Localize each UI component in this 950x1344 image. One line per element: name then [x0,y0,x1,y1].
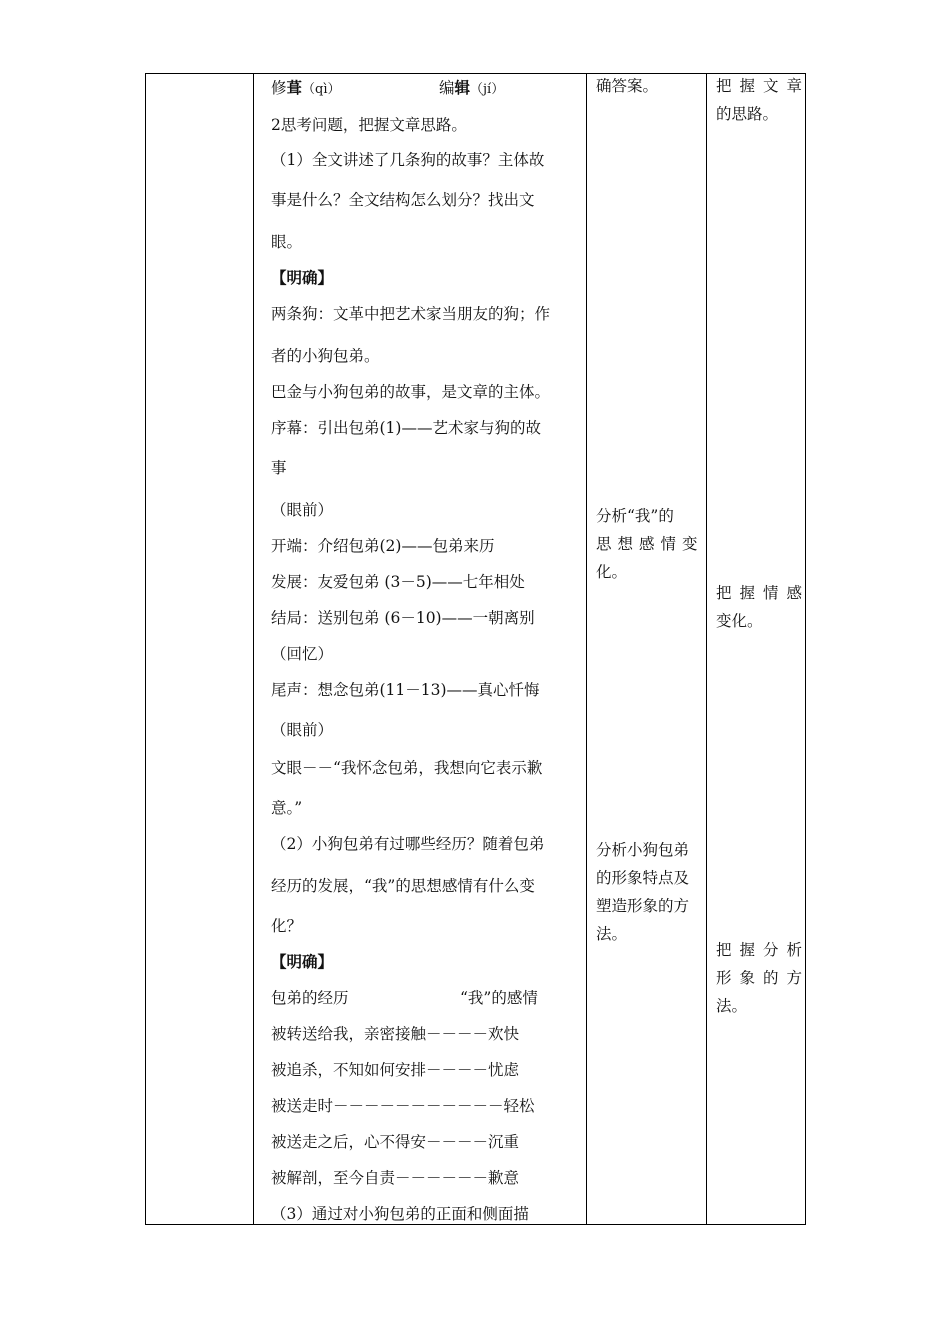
vocab-line-b [439,78,504,100]
activity-text: 思想感情变 [596,535,704,553]
intent-text: 法。 [716,997,748,1015]
vocab-b-prefix: 编 [439,79,455,97]
intent-text: 的思路。 [716,105,779,123]
intent-text: 把握分析 [716,941,811,959]
experience-header-left: 包弟的经历 [271,989,349,1007]
question-1-line: 眼。 [271,233,303,251]
structure-line: 结局：送别包弟 (6－10)——一朝离别 [271,609,535,627]
structure-note: （眼前） [271,721,334,739]
vocab-b-pinyin: （jí） [470,82,505,97]
activity-text: 的形象特点及 [596,869,690,887]
mingque-heading: 【明确】 [271,268,334,287]
activity-text: 分析“我”的 [596,507,674,525]
structure-line: 开端：介绍包弟(2)——包弟来历 [271,537,495,555]
question-2-line: 化？ [271,917,303,935]
intent-text: 把握文章 [716,77,811,95]
lesson-table [145,73,806,1225]
answer-line: 巴金与小狗包弟的故事，是文章的主体。 [271,383,551,401]
column-divider [586,74,587,1224]
question-2-line: 经历的发展，“我”的思想感情有什么变 [271,877,535,895]
vocab-b-bold: 辑 [454,78,471,97]
question-2-line: （2）小狗包弟有过哪些经历？随着包弟 [271,835,545,853]
vocab-line [271,78,341,100]
intent-text: 变化。 [716,612,763,630]
task-2: 2思考问题，把握文章思路。 [271,116,467,134]
experience-row: 被转送给我，亲密接触－－－－欢快 [271,1025,520,1043]
question-1-line: （1）全文讲述了几条狗的故事？主体故 [271,151,545,169]
question-3-line: （3）通过对小狗包弟的正面和侧面描 [271,1205,529,1223]
structure-line: 事 [271,459,287,477]
mingque-heading: 【明确】 [271,952,334,971]
experience-row: 被追杀，不知如何安排－－－－忧虑 [271,1061,520,1079]
text-eye-line: 意。” [271,799,303,817]
structure-note: （回忆） [271,645,334,663]
experience-row: 被送走时－－－－－－－－－－－轻松 [271,1097,535,1115]
text-eye-line: 文眼－－“我怀念包弟，我想向它表示歉 [271,759,543,777]
activity-text: 塑造形象的方 [596,897,690,915]
vocab-a-bold: 葺 [286,78,303,97]
column-divider [253,74,254,1224]
structure-line: 尾声：想念包弟(11－13)——真心忏悔 [271,681,540,699]
answer-line: 两条狗：文革中把艺术家当朋友的狗；作 [271,305,551,323]
activity-text: 法。 [596,925,628,943]
intent-text: 形象的方 [716,969,811,987]
question-1-line: 事是什么？全文结构怎么划分？找出文 [271,191,535,209]
structure-line: 序幕：引出包弟(1)——艺术家与狗的故 [271,419,541,437]
experience-header-right: “我”的感情 [460,989,538,1007]
structure-note: （眼前） [271,501,334,519]
activity-text: 化。 [596,563,628,581]
experience-row: 被解剖，至今自责－－－－－－歉意 [271,1169,520,1187]
experience-row: 被送走之后，心不得安－－－－沉重 [271,1133,520,1151]
column-divider [706,74,707,1224]
activity-text: 确答案。 [596,77,659,95]
answer-line: 者的小狗包弟。 [271,347,380,365]
intent-text: 把握情感 [716,584,811,602]
structure-line: 发展：友爱包弟 (3－5)——七年相处 [271,573,525,591]
activity-text: 分析小狗包弟 [596,841,690,859]
vocab-a-pinyin: （qì） [302,82,341,97]
vocab-a-prefix: 修 [271,79,287,97]
